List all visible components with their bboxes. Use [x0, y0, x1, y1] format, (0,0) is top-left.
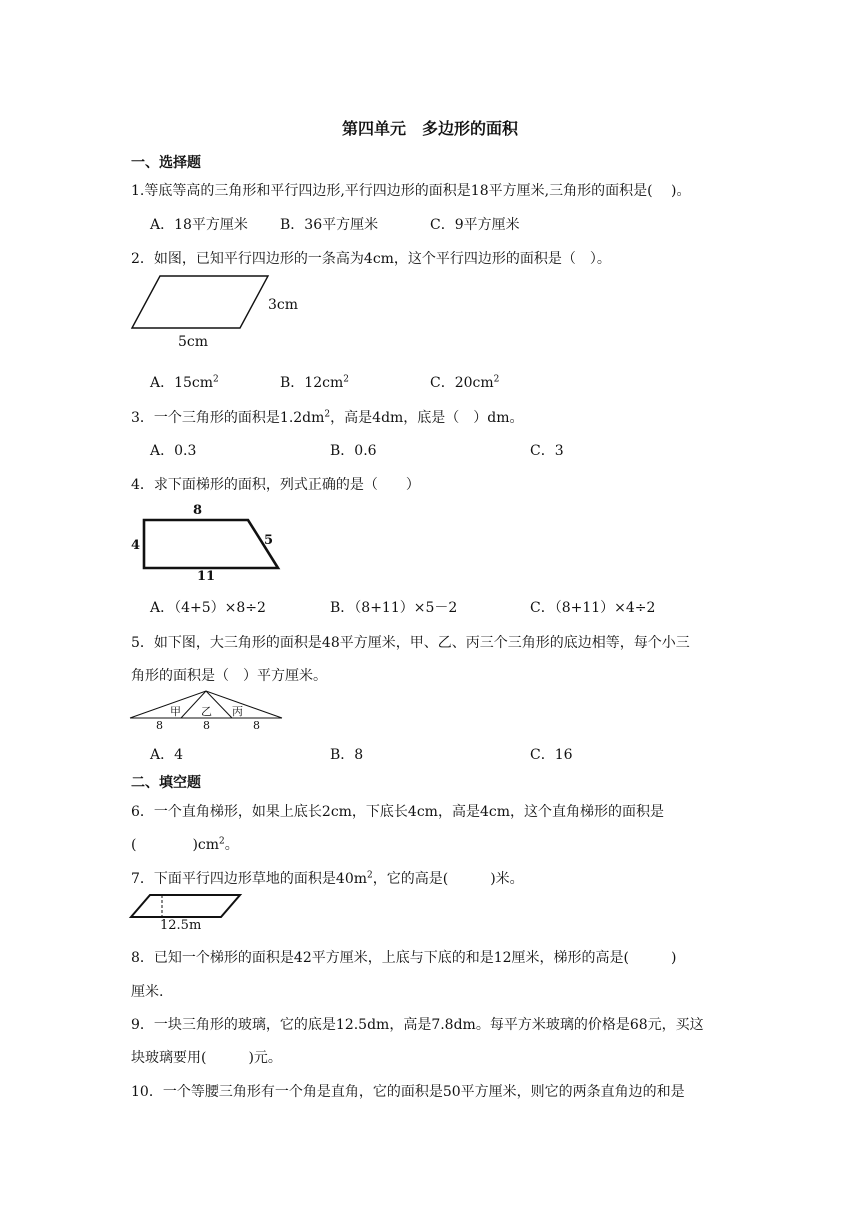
triangle-base-label-3: 8	[253, 719, 260, 732]
question-5-option-a: A．4	[150, 747, 184, 763]
triangle-base-label-2: 8	[203, 719, 210, 732]
question-7-stem: 7．下面平行四边形草地的面积是$40m^2$，它的高是( )米。	[131, 870, 524, 887]
trapezoid-shape	[144, 520, 278, 568]
parallelogram-figure	[128, 272, 308, 356]
question-8-line-2: 厘米.	[131, 984, 164, 1000]
question-5-stem-line-2: 角形的面积是（ ）平方厘米。	[131, 668, 327, 684]
triangle-base-label-1: 8	[156, 719, 163, 732]
question-4-option-a: A．（4+5）×8÷2	[150, 600, 266, 616]
section-heading-choice: 一、选择题	[131, 155, 201, 171]
parallelogram-side-label: 3cm	[268, 297, 299, 313]
question-3-option-a: A．0.3	[150, 443, 197, 459]
question-3-stem: 3．一个三角形的面积是$1.2dm^2$，高是4dm，底是（ ）dm。	[131, 409, 524, 426]
trapezoid-bottom-label: 11	[197, 569, 216, 584]
question-2-option-c: C．$20cm^2$	[430, 374, 500, 391]
question-5-stem-line-1: 5．如下图，大三角形的面积是48平方厘米，甲、乙、丙三个三角形的底边相等，每个小三	[131, 635, 690, 651]
question-4-stem: 4．求下面梯形的面积，列式正确的是（ ）	[131, 477, 420, 493]
question-5-option-c: C．16	[530, 747, 573, 763]
question-6-line-2: ( )$cm^2$。	[131, 836, 239, 853]
triangle-label-yi: 乙	[201, 705, 212, 718]
question-6-line-1: 6．一个直角梯形，如果上底长2cm，下底长4cm，高是4cm，这个直角梯形的面积是	[131, 804, 664, 820]
trapezoid-left-label: 4	[131, 538, 141, 553]
triangle-label-jia: 甲	[170, 705, 181, 718]
grass-parallelogram-base-label: 12.5m	[160, 918, 202, 933]
page-title: 第四单元 多边形的面积	[341, 119, 518, 138]
triangle-label-bing: 丙	[232, 705, 243, 718]
question-10-line-1: 10．一个等腰三角形有一个角是直角，它的面积是50平方厘米，则它的两条直角边的和是	[131, 1084, 685, 1100]
question-3-option-b: B．0.6	[330, 443, 377, 459]
question-3-option-c: C．3	[530, 443, 564, 459]
question-1-option-b: B．36平方厘米	[280, 217, 379, 233]
question-5-option-b: B．8	[330, 747, 364, 763]
question-2-stem: 2．如图，已知平行四边形的一条高为4cm，这个平行四边形的面积是（ ）。	[131, 251, 611, 267]
question-2-option-a: A．$15cm^2$	[150, 374, 219, 391]
question-8-line-1: 8．已知一个梯形的面积是42平方厘米，上底与下底的和是12厘米，梯形的高是( )	[131, 950, 677, 966]
question-9-line-1: 9．一块三角形的玻璃，它的底是12.5dm，高是7.8dm。每平方米玻璃的价格是68元，买这	[131, 1017, 704, 1033]
grass-parallelogram-shape	[131, 895, 240, 917]
question-1-option-a: A．18平方厘米	[150, 217, 248, 233]
trapezoid-right-label: 5	[264, 533, 274, 548]
question-2-option-b: B．$12cm^2$	[280, 374, 349, 391]
section-heading-fill: 二、填空题	[131, 775, 201, 791]
question-1-option-c: C．9平方厘米	[430, 217, 520, 233]
parallelogram-base-label: 5cm	[178, 334, 209, 350]
question-4-option-c: C．（8+11）×4÷2	[530, 600, 656, 616]
parallelogram-shape	[132, 276, 268, 328]
question-9-line-2: 块玻璃要用( )元。	[131, 1050, 282, 1066]
question-4-option-b: B．（8+11）×5－2	[330, 600, 458, 616]
trapezoid-top-label: 8	[193, 503, 203, 518]
question-1-stem: 1.等底等高的三角形和平行四边形,平行四边形的面积是18平方厘米,三角形的面积是( )。	[131, 183, 691, 199]
